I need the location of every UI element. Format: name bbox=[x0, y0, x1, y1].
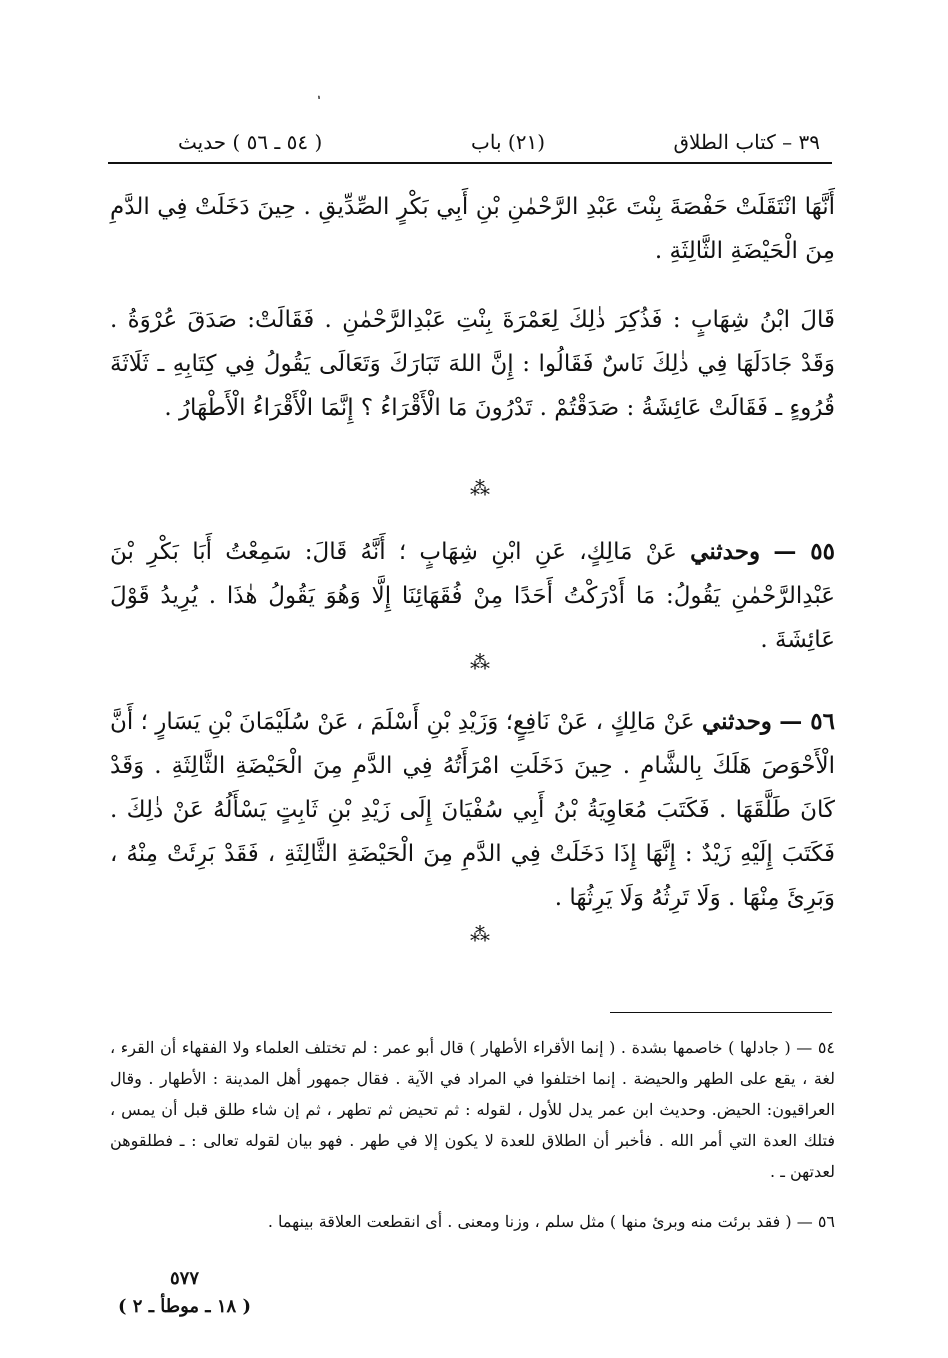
hadith-number: ٥٦ — bbox=[779, 708, 836, 735]
hadith-number: ٥٥ — bbox=[773, 538, 836, 565]
hadith-range: ( ٥٤ ـ ٥٦ ) حديث bbox=[178, 130, 323, 154]
footnote-rule bbox=[610, 1012, 832, 1013]
page-number: ٥٧٧ bbox=[170, 1268, 200, 1289]
header-rule bbox=[108, 162, 832, 164]
paragraph-ibn-shihab: قَالَ ابْنُ شِهَابٍ : فَذُكِرَ ذٰلِكَ لِعَمْرَةَ بِنْتِ عَبْدِالرَّحْمٰنِ . فَقَالَتْ: صَدَقَ عُرْوَةُ . وَقَدْ جَادَلَهَا فِي ذٰلِكَ نَاسٌ فَقَالُوا : إِنَّ اللهَ تَبَارَكَ وَتَعَالَى يَقُولُ فِي كِتَابِهِ ـ ثَلَاثَةَ قُرُوءٍ ـ فَقَالَتْ عَائِشَةُ : صَدَقْتُمْ . تَدْرُونَ مَا الْأَقْرَاءُ ؟ إِنَّمَا الْأَقْرَاءُ الْأَطْهَارُ . bbox=[110, 307, 835, 421]
separator-ornament: ⁂ bbox=[470, 476, 492, 500]
signature-mark: ( ١٨ ـ موطأ ـ ٢ ) bbox=[118, 1296, 251, 1317]
hadith-text: عَنْ مَالِكٍ، عَنِ ابْنِ شِهَابٍ ؛ أَنَّهُ قَالَ: سَمِعْتُ أَبَا بَكْرِ بْنَ عَبْدِالرَّحْمٰنِ يَقُولُ: مَا أَدْرَكْتُ أَحَدًا مِنْ فُقَهَائِنَا إِلَّا وَهُوَ يَقُولُ هٰذَا . يُرِيدُ قَوْلَ عَائِشَةَ . bbox=[110, 539, 835, 653]
separator-ornament: ⁂ bbox=[470, 922, 492, 946]
chapter-label: (٢١) باب bbox=[471, 130, 545, 154]
footnote-54: ٥٤ — ( جادلها ) خاصمها بشدة . ( إنما الأقراء الأطهار ) قال أبو عمر : لم تختلف العلماء ولا الفقهاء أن القرء ، لغة ، يقع على الطهر والحيضة . إنما اختلفوا في المراد في الآية . فقال جمهور أهل المدينة : الأطهار . وقال العراقيون: الحيض. وحديث ابن عمر يدل للأول ، لقوله : ثم تحيض ثم تطهر ، ثم إن شاء طلق قبل أن يمس ، فتلك العدة التي أمر الله . فأخبر أن الطلاق للعدة لا يكون إلا في طهر . فهو بيان لقوله تعالى : ـ فطلقوهن لعدتهن ـ . bbox=[110, 1038, 835, 1181]
hadith-text: عَنْ مَالِكٍ ، عَنْ نَافِعٍ؛ وَزَيْدِ بْنِ أَسْلَمَ ، عَنْ سُلَيْمَانَ بْنِ يَسَارٍ ؛ أَنَّ الْأَحْوَصَ هَلَكَ بِالشَّامِ . حِينَ دَخَلَتِ امْرَأَتُهُ فِي الدَّمِ مِنَ الْحَيْضَةِ الثَّالِثَةِ . وَقَدْ كَانَ طَلَّقَهَا . فَكَتَبَ مُعَاوِيَةُ بْنُ أَبِي سُفْيَانَ إِلَى زَيْدِ بْنِ ثَابِتٍ يَسْأَلُهُ عَنْ ذٰلِكَ . فَكَتَبَ إِلَيْهِ زَيْدٌ : إِنَّهَا إِذَا دَخَلَتْ فِي الدَّمِ مِنَ الْحَيْضَةِ الثَّالِثَةِ ، فَقَدْ بَرِئَتْ مِنْهُ ، وَبَرِئَ مِنْهَا . وَلَا تَرِثُهُ وَلَا يَرِثُهَا . bbox=[110, 709, 835, 911]
running-header bbox=[110, 122, 830, 162]
hadith-56 bbox=[110, 700, 835, 920]
hadith-lead-word: وحدثني bbox=[702, 708, 772, 735]
book-title: ٣٩ – كتاب الطلاق bbox=[673, 130, 820, 154]
footnote-56: ٥٦ — ( فقد برئت منه وبرئ منها ) مثل سلم ، وزنا ومعنى . أى انقطعت العلاقة بينهما . bbox=[267, 1212, 835, 1231]
paragraph-continuation: أَنَّهَا انْتَقَلَتْ حَفْصَةَ بِنْتَ عَبْدِ الرَّحْمٰنِ بْنِ أَبِي بَكْرٍ الصِّدِّيقِ . حِينَ دَخَلَتْ فِي الدَّمِ مِنَ الْحَيْضَةِ الثَّالِثَةِ . bbox=[110, 194, 835, 264]
separator-ornament: ⁂ bbox=[470, 650, 492, 674]
hadith-lead-word: وحدثني bbox=[690, 538, 761, 565]
hadith-55 bbox=[110, 530, 835, 662]
